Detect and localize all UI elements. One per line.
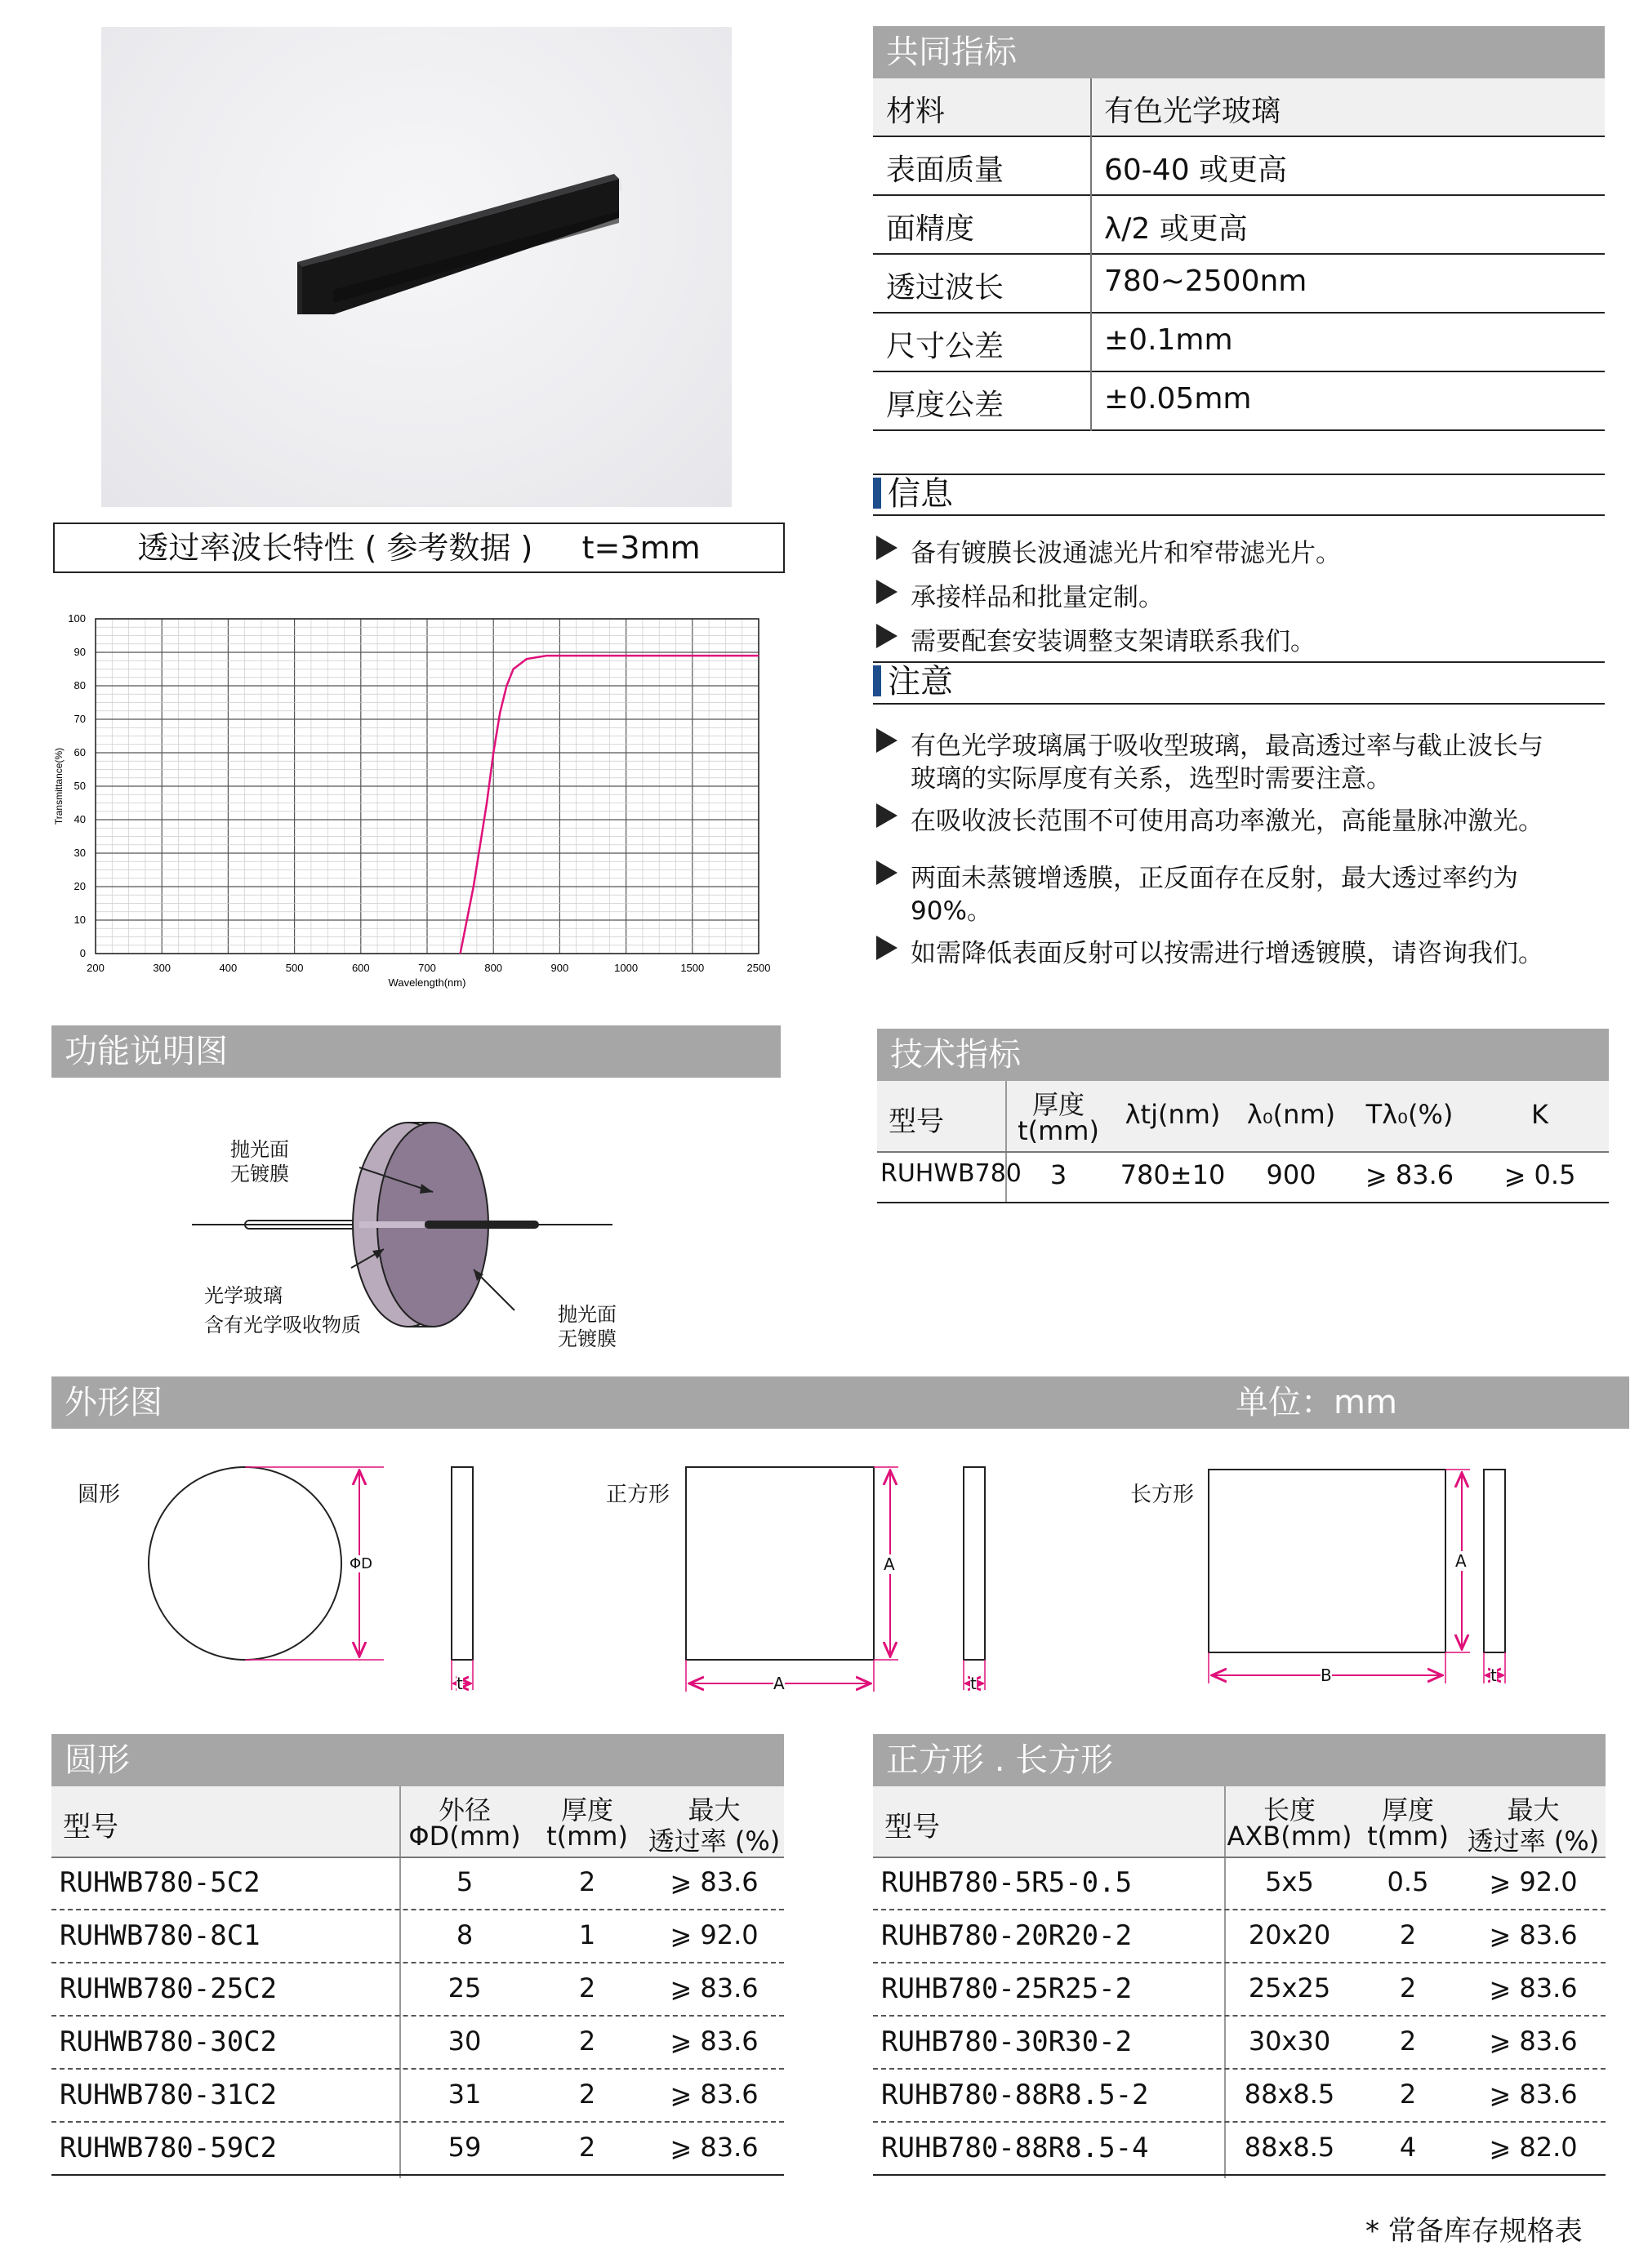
transmittance-chart <box>49 604 784 996</box>
dim-round-d: ΦD <box>350 1555 373 1572</box>
chart-y-label: Transmittance(%) <box>53 747 65 825</box>
rect-col-th-1: 厚度 <box>1381 1794 1434 1826</box>
shape-label-square: 正方形 <box>606 1483 670 1507</box>
table-cell-od: 25 <box>448 1972 482 2003</box>
chart-x-tick: 1500 <box>680 962 705 974</box>
common-row-rule <box>873 429 1605 431</box>
table-cell-model: RUHWB780-25C2 <box>60 1972 278 2005</box>
round-table <box>51 1786 784 2178</box>
common-spec-header: 共同指标 <box>873 26 1605 78</box>
table-cell-th: 2 <box>578 1866 596 1897</box>
common-row-value: λ/2 或更高 <box>1104 212 1248 246</box>
table-cell-od: 5 <box>456 1866 474 1897</box>
filter-bar-image <box>101 27 732 507</box>
fn-label-right-2: 无镀膜 <box>558 1327 617 1350</box>
note-line-1: 两面未蒸镀增透膜，正反面存在反射，最大透过率约为 <box>911 864 1518 893</box>
row-divider <box>873 1962 1606 1963</box>
chart-x-tick: 800 <box>484 962 503 974</box>
chart-y-tick: 20 <box>73 880 86 892</box>
common-row-value: 有色光学玻璃 <box>1104 95 1281 128</box>
chart-x-tick: 300 <box>153 962 171 974</box>
table-cell-tr: ⩾ 83.6 <box>1489 2079 1578 2110</box>
product-photo <box>101 27 732 507</box>
tech-col-thick-1: 厚度 <box>1031 1089 1085 1120</box>
tech-col-l0: λ₀(nm) <box>1246 1099 1336 1130</box>
table-cell-od: 31 <box>448 2079 482 2110</box>
chart-title: 透过率波长特性 ( 参考数据 ) t=3mm <box>137 530 701 566</box>
rect-table-header: 正方形 . 长方形 <box>873 1734 1606 1786</box>
table-cell-tr: ⩾ 83.6 <box>670 1866 759 1897</box>
row-divider <box>51 1909 784 1910</box>
note-line-1: 如需降低表面反射可以按需进行增透镀膜，请咨询我们。 <box>911 939 1543 968</box>
common-row-value: ±0.1mm <box>1104 323 1233 357</box>
row-divider <box>51 1962 784 1963</box>
table-cell-tr: ⩾ 83.6 <box>1489 1919 1578 1950</box>
info-item: 承接样品和批量定制。 <box>911 583 1164 612</box>
notes-title: 注意 <box>873 661 953 702</box>
table-bottom-rule <box>51 2174 784 2176</box>
table-cell-model: RUHWB780-31C2 <box>60 2079 278 2111</box>
common-row-value: 60-40 或更高 <box>1104 153 1288 187</box>
table-cell-len: 25x25 <box>1248 1972 1331 2003</box>
note-line-2: 90%。 <box>911 896 992 926</box>
shape-label-rect: 长方形 <box>1130 1483 1195 1507</box>
info-bottom-rule <box>873 514 1605 516</box>
table-cell-len: 20x20 <box>1248 1919 1331 1950</box>
bullet-arrow-icon <box>876 536 897 560</box>
common-row-divider <box>1090 314 1092 372</box>
row-divider <box>51 2068 784 2070</box>
bullet-arrow-icon <box>876 624 897 648</box>
tech-col-model: 型号 <box>889 1105 944 1138</box>
chart-y-tick: 30 <box>73 847 86 859</box>
table-cell-model: RUHWB780-8C1 <box>60 1919 261 1952</box>
common-row-divider <box>1090 196 1092 255</box>
table-bottom-rule <box>873 2174 1606 2176</box>
table-cell-tr: ⩾ 83.6 <box>1489 2026 1578 2057</box>
tech-col-t: Tλ₀(%) <box>1365 1099 1454 1130</box>
chart-x-tick: 200 <box>87 962 105 974</box>
shape-unit: 单位：mm <box>1236 1384 1397 1421</box>
note-line-1: 有色光学玻璃属于吸收型玻璃，最高透过率与截止波长与 <box>911 732 1543 761</box>
bullet-arrow-icon <box>876 803 897 828</box>
table-cell-th: 2 <box>578 2026 596 2057</box>
chart-x-tick: 400 <box>219 962 238 974</box>
shape-header <box>51 1376 1629 1429</box>
chart-y-tick: 100 <box>68 612 86 625</box>
dim-rect-b: B <box>1321 1665 1332 1685</box>
tech-col-ltj: λtj(nm) <box>1125 1099 1221 1130</box>
info-title: 信息 <box>873 474 953 514</box>
tech-row-ltj: 780±10 <box>1120 1159 1226 1190</box>
common-row-label: 材料 <box>886 95 946 128</box>
round-col-tr-1: 最大 <box>688 1794 741 1826</box>
bullet-arrow-icon <box>876 936 897 960</box>
common-row-label: 透过波长 <box>886 271 1004 305</box>
table-cell-tr: ⩾ 83.6 <box>1489 1972 1578 2003</box>
rect-col-len-2: AXB(mm) <box>1227 1821 1352 1852</box>
table-cell-model: RUHWB780-5C2 <box>60 1866 261 1899</box>
table-cell-model: RUHWB780-30C2 <box>60 2026 278 2058</box>
fn-label-top-2: 无镀膜 <box>230 1163 289 1185</box>
round-col-od-2: ΦD(mm) <box>408 1821 521 1852</box>
dim-square-a-v: A <box>884 1554 895 1574</box>
chart-y-tick: 10 <box>73 914 86 926</box>
round-table-header: 圆形 <box>51 1734 784 1786</box>
chart-x-tick: 2500 <box>746 962 771 974</box>
chart-y-tick: 80 <box>73 679 86 692</box>
tech-row-k: ⩾ 0.5 <box>1503 1159 1576 1190</box>
row-divider <box>873 2015 1606 2017</box>
row-divider <box>51 2121 784 2123</box>
tech-header: 技术指标 <box>877 1029 1609 1081</box>
tech-row-l0: 900 <box>1266 1159 1316 1190</box>
round-col-model: 型号 <box>63 1811 118 1843</box>
chart-y-tick: 70 <box>73 713 86 725</box>
round-col-th-2: t(mm) <box>546 1821 628 1852</box>
shape-drawings <box>147 1461 1519 1706</box>
shape-header-title: 外形图 <box>65 1384 163 1421</box>
tech-row-model: RUHWB780 <box>880 1159 1022 1188</box>
fn-label-glass-1: 光学玻璃 <box>204 1284 283 1307</box>
chart-title-box <box>53 523 785 573</box>
table-cell-th: 4 <box>1399 2132 1417 2163</box>
table-cell-th: 2 <box>578 2079 596 2110</box>
rect-col-model: 型号 <box>884 1811 940 1843</box>
table-cell-th: 2 <box>1399 1972 1417 2003</box>
rect-col-th-2: t(mm) <box>1367 1821 1449 1852</box>
table-cell-tr: ⩾ 92.0 <box>1489 1866 1578 1897</box>
note-line-1: 在吸收波长范围不可使用高功率激光，高能量脉冲激光。 <box>911 807 1543 836</box>
table-cell-model: RUHB780-30R30-2 <box>881 2026 1133 2058</box>
table-cell-model: RUHB780-5R5-0.5 <box>881 1866 1133 1899</box>
table-cell-model: RUHWB780-59C2 <box>60 2132 278 2164</box>
table-cell-len: 5x5 <box>1265 1866 1314 1897</box>
rect-col-tr-1: 最大 <box>1507 1794 1560 1826</box>
chart-x-label: Wavelength(nm) <box>388 976 466 989</box>
table-cell-th: 2 <box>1399 2079 1417 2110</box>
shape-label-round: 圆形 <box>78 1483 121 1507</box>
table-cell-th: 2 <box>578 1972 596 2003</box>
table-cell-len: 88x8.5 <box>1244 2079 1335 2110</box>
common-row-divider <box>1090 372 1092 431</box>
function-header: 功能说明图 <box>51 1025 781 1078</box>
fn-label-glass-2: 含有光学吸收物质 <box>204 1314 361 1336</box>
table-cell-th: 0.5 <box>1387 1866 1429 1897</box>
notes-bottom-rule <box>873 703 1605 705</box>
tech-row-thick: 3 <box>1049 1159 1067 1190</box>
row-divider <box>51 2015 784 2017</box>
table-cell-tr: ⩾ 83.6 <box>670 1972 759 2003</box>
chart-y-tick: 0 <box>79 947 86 959</box>
dim-square-t: t <box>970 1674 977 1693</box>
rect-col-tr-2: 透过率 (%) <box>1467 1826 1600 1857</box>
common-row-label: 面精度 <box>886 212 975 246</box>
dim-rect-a: A <box>1455 1551 1467 1571</box>
chart-x-tick: 900 <box>550 962 569 974</box>
tech-col-k: K <box>1531 1099 1548 1130</box>
table-cell-od: 8 <box>456 1919 474 1950</box>
fn-label-right-1: 抛光面 <box>558 1303 617 1326</box>
tech-row-t: ⩾ 83.6 <box>1365 1159 1454 1190</box>
chart-y-tick: 60 <box>73 746 86 758</box>
table-cell-model: RUHB780-88R8.5-4 <box>881 2132 1149 2164</box>
chart-y-tick: 50 <box>73 780 86 792</box>
notes-top-rule <box>873 661 1605 663</box>
common-row-divider <box>1090 78 1092 137</box>
chart-x-tick: 600 <box>351 962 370 974</box>
table-cell-model: RUHB780-25R25-2 <box>881 1972 1133 2005</box>
table-cell-tr: ⩾ 83.6 <box>670 2132 759 2163</box>
round-col-th-1: 厚度 <box>560 1794 613 1826</box>
info-item: 备有镀膜长波通滤光片和窄带滤光片。 <box>911 539 1341 568</box>
chart-x-tick: 700 <box>418 962 436 974</box>
table-cell-len: 30x30 <box>1248 2026 1331 2057</box>
table-cell-tr: ⩾ 82.0 <box>1489 2132 1578 2163</box>
common-row-value: ±0.05mm <box>1104 382 1252 416</box>
dim-round-t: t <box>457 1674 463 1693</box>
round-col-od-1: 外径 <box>438 1794 491 1826</box>
chart-y-tick: 40 <box>73 813 86 825</box>
row-divider <box>873 1909 1606 1910</box>
round-col-tr-2: 透过率 (%) <box>648 1826 781 1857</box>
rect-col-len-1: 长度 <box>1263 1794 1316 1826</box>
table-cell-len: 88x8.5 <box>1244 2132 1335 2163</box>
chart-x-tick: 1000 <box>614 962 639 974</box>
table-cell-tr: ⩾ 92.0 <box>670 1919 759 1950</box>
common-row-divider <box>1090 255 1092 314</box>
common-row-label: 厚度公差 <box>886 389 1004 422</box>
info-item: 需要配套安装调整支架请联系我们。 <box>911 627 1316 656</box>
bullet-arrow-icon <box>876 861 897 885</box>
table-cell-tr: ⩾ 83.6 <box>670 2079 759 2110</box>
chart-x-tick: 500 <box>285 962 304 974</box>
dim-square-a-h: A <box>773 1674 785 1693</box>
table-cell-model: RUHB780-20R20-2 <box>881 1919 1133 1952</box>
footnote: * 常备库存规格表 <box>1365 2215 1583 2248</box>
common-row-label: 表面质量 <box>886 153 1004 187</box>
table-cell-tr: ⩾ 83.6 <box>670 2026 759 2057</box>
tech-table <box>877 1081 1609 1203</box>
row-divider <box>873 2121 1606 2123</box>
fn-label-top-1: 抛光面 <box>230 1138 289 1161</box>
common-row-divider <box>1090 137 1092 196</box>
table-cell-th: 2 <box>578 2132 596 2163</box>
table-cell-th: 1 <box>578 1919 596 1950</box>
common-row-value: 780~2500nm <box>1104 265 1307 298</box>
common-row-label: 尺寸公差 <box>886 330 1004 363</box>
table-cell-od: 30 <box>448 2026 482 2057</box>
table-cell-od: 59 <box>448 2132 482 2163</box>
chart-y-tick: 90 <box>73 646 86 658</box>
table-cell-th: 2 <box>1399 1919 1417 1950</box>
dim-rect-t: t <box>1490 1665 1497 1685</box>
table-cell-th: 2 <box>1399 2026 1417 2057</box>
rect-table <box>873 1786 1606 2178</box>
tech-col-thick-2: t(mm) <box>1018 1115 1099 1146</box>
note-line-2: 玻璃的实际厚度有关系，选型时需要注意。 <box>911 764 1392 794</box>
bullet-arrow-icon <box>876 580 897 604</box>
info-top-rule <box>873 474 1605 475</box>
bullet-arrow-icon <box>876 728 897 753</box>
row-divider <box>873 2068 1606 2070</box>
table-cell-model: RUHB780-88R8.5-2 <box>881 2079 1149 2111</box>
